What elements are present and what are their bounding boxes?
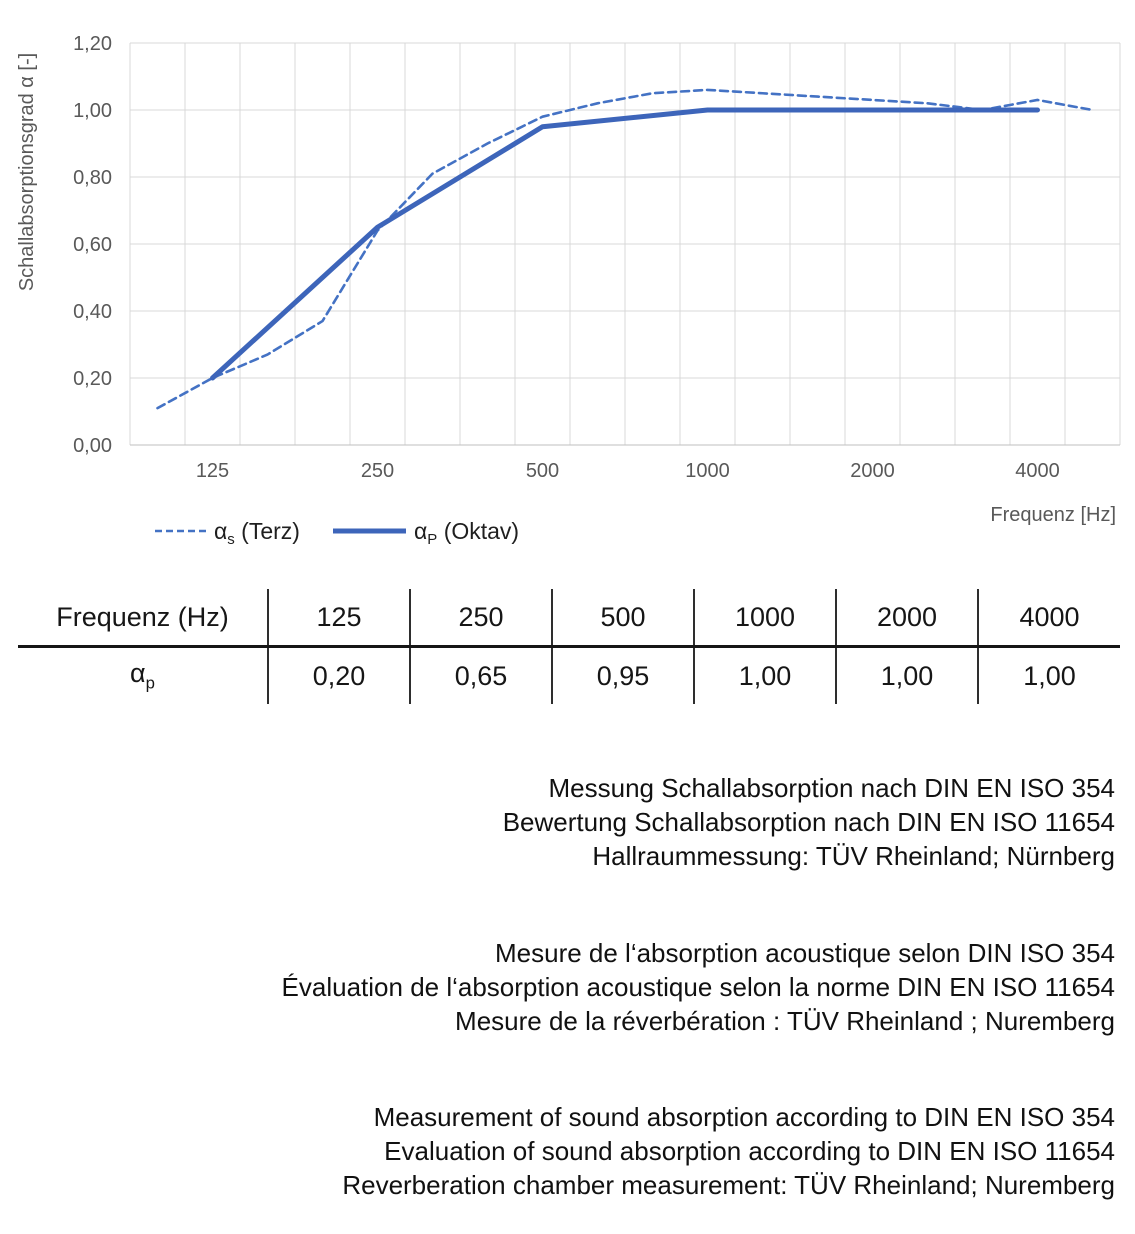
table-header-125: 125 [268, 589, 410, 647]
table-header-1000: 1000 [694, 589, 836, 647]
svg-text:125: 125 [195, 460, 230, 482]
legend-item-terz [155, 518, 300, 548]
svg-text:0,40: 0,40 [73, 301, 112, 323]
table-value-500: 0,95 [552, 647, 694, 705]
note-line: Measurement of sound absorption according to DIN EN ISO 354 [373, 1102, 1115, 1132]
alpha-subscript: p [145, 673, 155, 693]
note-line: Mesure de l‘absorption acoustique selon DIN ISO 354 [494, 938, 1115, 968]
note-line: Reverberation chamber measurement: TÜV Rheinland; Nuremberg [342, 1170, 1115, 1200]
notes-english [20, 1100, 1115, 1202]
table-header-row [18, 589, 1120, 647]
svg-text:2000: 2000 [850, 460, 895, 482]
svg-text:0,20: 0,20 [73, 368, 112, 390]
note-line: Hallraummessung: TÜV Rheinland; Nürnberg [592, 841, 1115, 871]
note-line: Bewertung Schallabsorption nach DIN EN ISO 11654 [502, 807, 1115, 837]
svg-text:0,80: 0,80 [73, 167, 112, 189]
table-header-2000: 2000 [836, 589, 978, 647]
chart-legend [155, 518, 519, 548]
svg-text:0,00: 0,00 [73, 435, 112, 457]
legend-label: $\alpha_s$ (Terz) [214, 518, 300, 548]
table-value-125: 0,20 [268, 647, 410, 705]
svg-text:500: 500 [525, 460, 560, 482]
x-axis-title: Frequenz [Hz] [990, 504, 1116, 526]
sound-absorption-chart [0, 0, 1135, 560]
alpha-symbol: α [130, 658, 146, 689]
table-header-250: 250 [410, 589, 552, 647]
table-value-1000: 1,00 [694, 647, 836, 705]
table-header-500: 500 [552, 589, 694, 647]
table-header-frequency: Frequenz (Hz) [18, 589, 268, 647]
table-value-4000: 1,00 [978, 647, 1120, 705]
table-value-2000: 1,00 [836, 647, 978, 705]
absorption-table [18, 589, 1120, 704]
note-line: Evaluation of sound absorption according to DIN EN ISO 11654 [384, 1136, 1115, 1166]
svg-text:4000: 4000 [1015, 460, 1060, 482]
table-value-row [18, 647, 1120, 705]
table-value-250: 0,65 [410, 647, 552, 705]
y-axis-tick-labels [73, 33, 112, 457]
note-line: Mesure de la réverbération : TÜV Rheinland ; Nuremberg [455, 1006, 1115, 1036]
x-axis-tick-labels [196, 460, 1060, 482]
note-line: Évaluation de l‘absorption acoustique selon la norme DIN EN ISO 11654 [281, 972, 1115, 1002]
chart-gridlines [130, 43, 1120, 445]
svg-text:1,20: 1,20 [73, 33, 112, 55]
legend-item-oktav [333, 518, 519, 548]
table-header-4000: 4000 [978, 589, 1120, 647]
notes-french [20, 936, 1115, 1038]
svg-text:250: 250 [360, 460, 395, 482]
absorption-table-wrap [18, 589, 1120, 704]
notes-german [20, 771, 1115, 873]
svg-text:1,00: 1,00 [73, 100, 112, 122]
y-axis-title: Schallabsorptionsgrad α [-] [16, 52, 38, 292]
legend-label: $\alpha_P$ (Oktav) [414, 518, 520, 548]
svg-text:0,60: 0,60 [73, 234, 112, 256]
table-row-label-alpha-p [18, 647, 268, 705]
note-line: Messung Schallabsorption nach DIN EN ISO 354 [548, 773, 1115, 803]
svg-text:1000: 1000 [685, 460, 730, 482]
